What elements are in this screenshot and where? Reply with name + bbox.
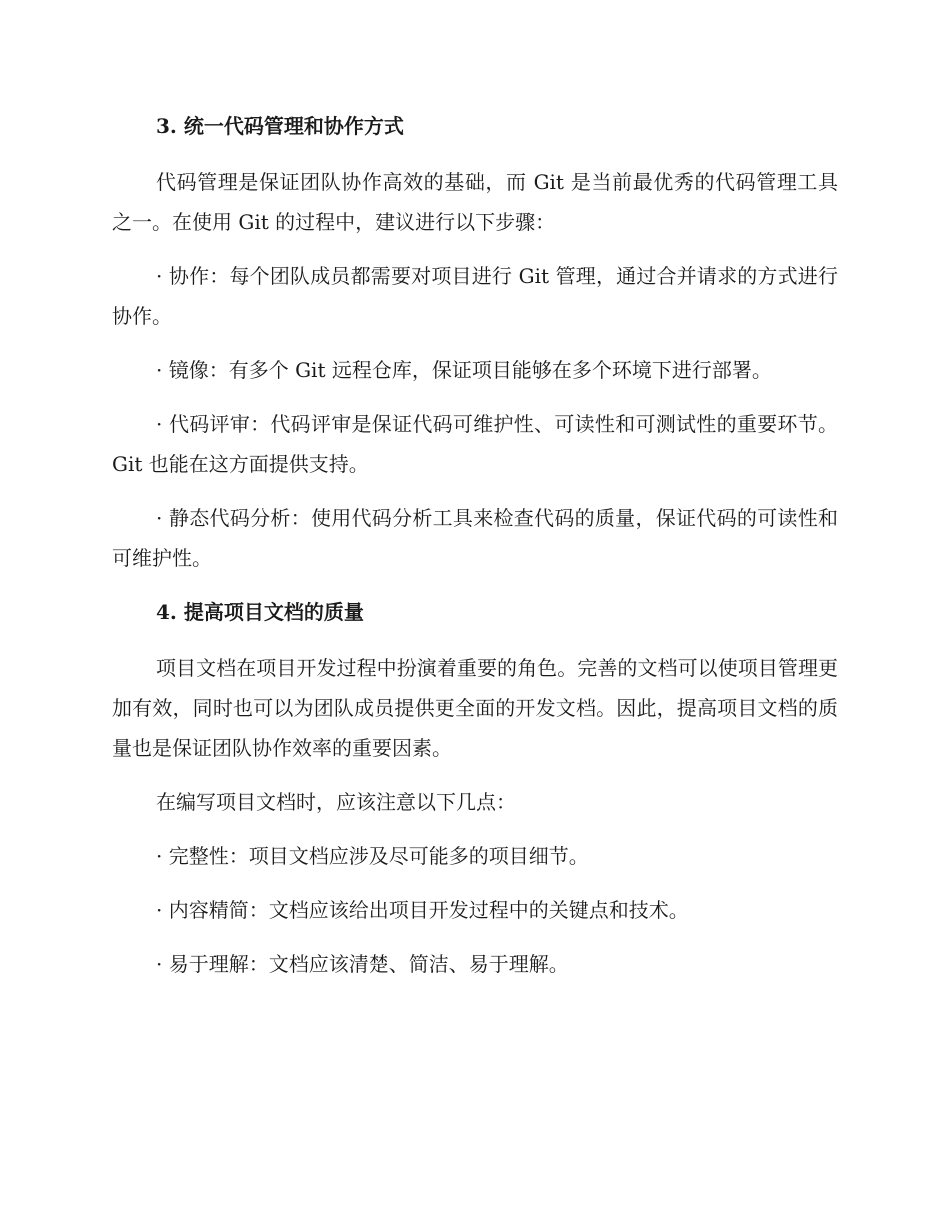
section-4-heading: 4. 提高项目文档的质量 — [156, 600, 364, 624]
document-page — [112, 106, 838, 998]
bullet-understandability: · 易于理解：文档应该清楚、简洁、易于理解。 — [156, 952, 569, 976]
section-3-heading: 3. 统一代码管理和协作方式 — [156, 114, 404, 138]
bullet-static-analysis: · 静态代码分析：使用代码分析工具来检查代码的质量，保证代码的可读性和可维护性。 — [112, 506, 838, 570]
bullet-collaboration: · 协作：每个团队成员都需要对项目进行 Git 管理，通过合并请求的方式进行协作。 — [112, 264, 838, 328]
bullet-conciseness: · 内容精简：文档应该给出项目开发过程中的关键点和技术。 — [156, 898, 689, 922]
section-3-intro-paragraph: 代码管理是保证团队协作高效的基础，而 Git 是当前最优秀的代码管理工具之一。在使用 Git 的过程中，建议进行以下步骤： — [112, 170, 838, 234]
bullet-mirroring: · 镜像：有多个 Git 远程仓库，保证项目能够在多个环境下进行部署。 — [156, 358, 772, 382]
bullet-completeness: · 完整性：项目文档应涉及尽可能多的项目细节。 — [156, 844, 589, 868]
section-4-intro-paragraph: 项目文档在项目开发过程中扮演着重要的角色。完善的文档可以使项目管理更加有效，同时也可以为团队成员提供更全面的开发文档。因此，提高项目文档的质量也是保证团队协作效率的重要因素。 — [112, 656, 838, 760]
bullet-code-review: · 代码评审：代码评审是保证代码可维护性、可读性和可测试性的重要环节。Git 也能在这方面提供支持。 — [112, 412, 838, 476]
section-4-lead-paragraph: 在编写项目文档时，应该注意以下几点： — [156, 790, 516, 814]
